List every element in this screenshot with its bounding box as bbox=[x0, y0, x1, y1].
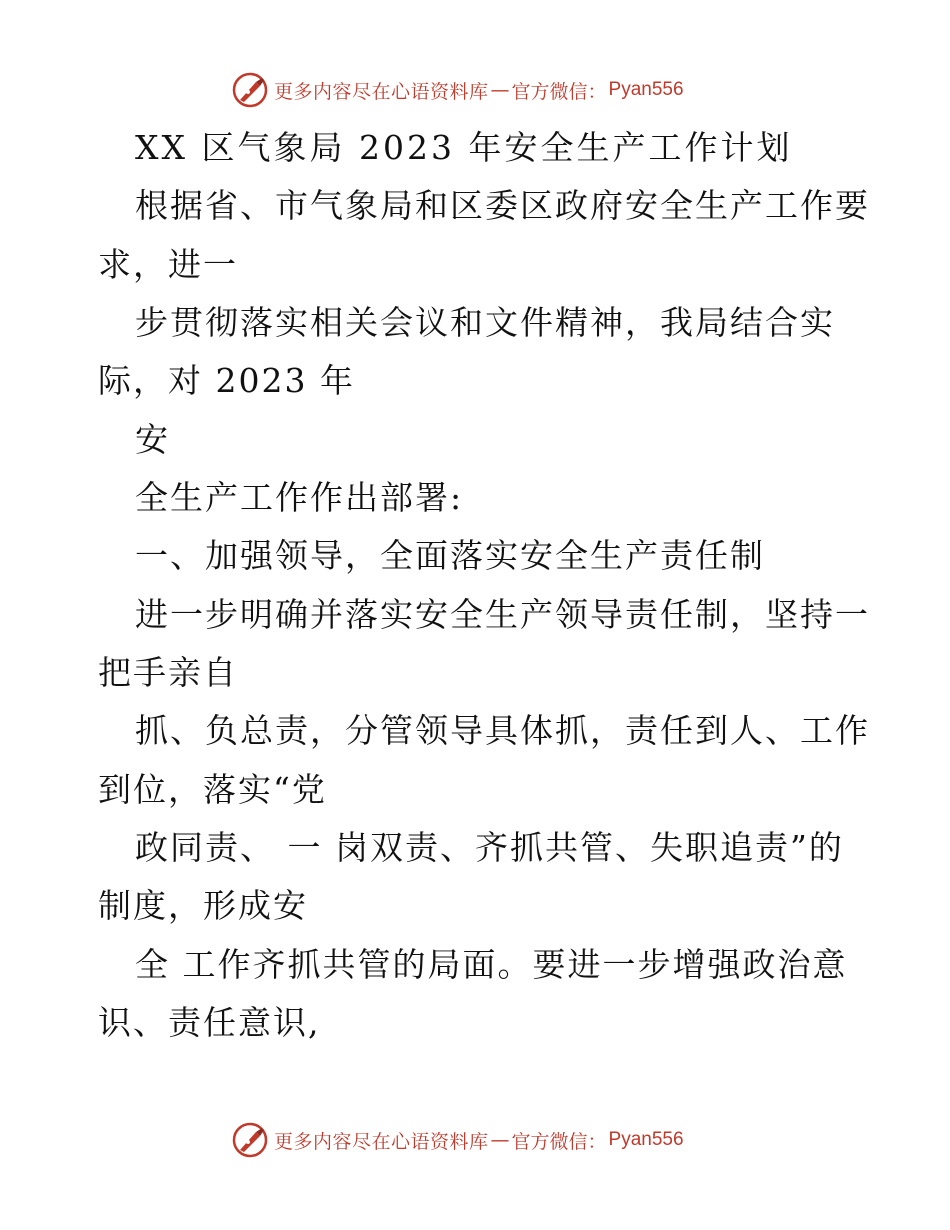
body-line: 求，进一 bbox=[98, 245, 238, 284]
banner-separator: — bbox=[490, 79, 510, 101]
banner-separator: — bbox=[490, 1129, 510, 1151]
banner-wechat-id: Pyan556 bbox=[608, 1129, 684, 1150]
document-title: XX 区气象局 2023 年安全生产工作计划 bbox=[135, 128, 793, 167]
pen-nib-logo-icon bbox=[230, 70, 270, 110]
body-line: 全 工作齐抓共管的局面。要进一步增强政治意 bbox=[135, 945, 848, 984]
body-line: 步贯彻落实相关会议和文件精神，我局结合实 bbox=[135, 303, 835, 342]
body-line: 制度，形成安 bbox=[98, 886, 308, 925]
header-banner bbox=[230, 70, 684, 110]
section-heading: 一、加强领导，全面落实安全生产责任制 bbox=[135, 536, 765, 575]
banner-main-text: 更多内容尽在心语资料库 bbox=[274, 1130, 489, 1153]
banner-wechat-label: 官方微信： bbox=[511, 1130, 607, 1153]
body-line: 进一步明确并落实安全生产领导责任制，坚持一 bbox=[135, 595, 870, 634]
body-line: 根据省、市气象局和区委区政府安全生产工作要 bbox=[135, 186, 870, 225]
body-line: 安 bbox=[135, 420, 170, 459]
banner-wechat-label: 官方微信： bbox=[511, 80, 607, 103]
pen-nib-logo-icon bbox=[230, 1120, 270, 1160]
body-line: 抓、负总责，分管领导具体抓，责任到人、工作 bbox=[135, 711, 870, 750]
body-line: 全生产工作作出部署: bbox=[135, 478, 464, 517]
body-line: 到位，落实“党 bbox=[98, 770, 327, 809]
banner-main-text: 更多内容尽在心语资料库 bbox=[274, 80, 489, 103]
body-line: 际，对 2023 年 bbox=[98, 361, 355, 400]
body-line: 把手亲自 bbox=[98, 653, 238, 692]
body-line: 识、责任意识, bbox=[98, 1003, 321, 1042]
footer-banner bbox=[230, 1120, 684, 1160]
banner-wechat-id: Pyan556 bbox=[608, 79, 684, 100]
body-line: 政同责、 一 岗双责、齐抓共管、失职追责”的 bbox=[135, 828, 844, 867]
